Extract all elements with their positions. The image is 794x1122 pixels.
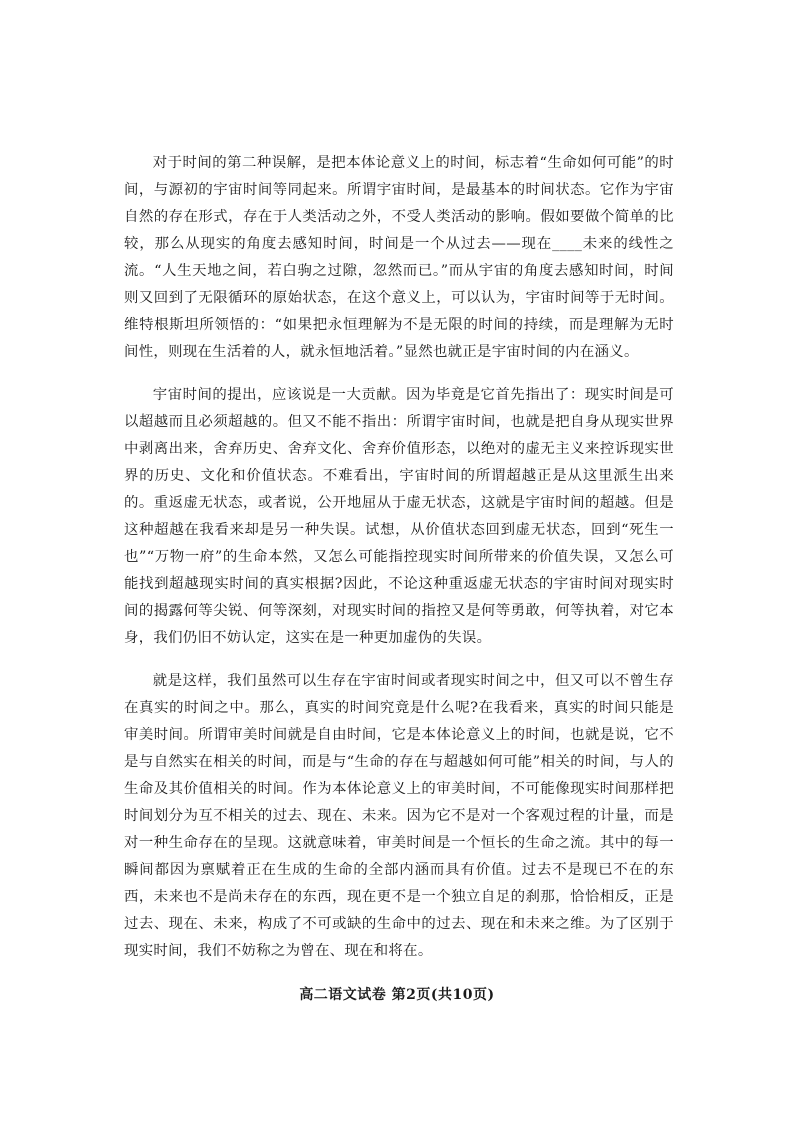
paragraph-2: 宇宙时间的提出，应该说是一大贡献。因为毕竟是它首先指出了：现实时间是可以超越而且必须超越的。但又不能不指出：所谓宇宙时间，也就是把自身从现实世界中剥离出来，舍弃历史、舍弃文化、舍弃价值形态，以绝对的虚无主义来控诉现实世界的历史、文化和价值状态。不难看出，宇宙时间的所谓超越正是从这里派生出来的。重返虚无状态，或者说，公开地屈从于虚无状态，这就是宇宙时间的超越。但是这种超越在我看来却是另一种失误。试想，从价值状态回到虚无状态，回到“死生一也”“万物一府”的生命本然，又怎么可能指控现实时间所带来的价值失误，又怎么可能找到超越现实时间的真实根据?因此，不论这种重返虚无状态的宇宙时间对现实时间的揭露何等尖锐、何等深刻，对现实时间的指控又是何等勇敢，何等执着，对它本身，我们仍旧不妨认定，这实在是一种更加虚伪的失误。 [124,387,674,646]
paragraph-1: 对于时间的第二种误解，是把本体论意义上的时间，标志着“生命如何可能”的时间，与源初的宇宙时间等同起来。所谓宇宙时间，是最基本的时间状态。它作为宇宙自然的存在形式，存在于人类活动之外，不受人类活动的影响。假如要做个简单的比较，那么从现实的角度去感知时间，时间是一个从过去——现在____未来的线性之流。“人生天地之间，若白驹之过隙，忽然而已。”而从宇宙的角度去感知时间，时间则又回到了无限循环的原始状态，在这个意义上，可以认为，宇宙时间等于无时间。维特根斯坦所领悟的：“如果把永恒理解为不是无限的时间的持续，而是理解为无时间性，则现在生活着的人，就永恒地活着。”显然也就正是宇宙时间的内在涵义。 [124,155,674,360]
document-body [124,150,674,981]
page-footer: 高二语文试卷 第2页(共10页) [299,987,495,1003]
paragraph-3: 就是这样，我们虽然可以生存在宇宙时间或者现实时间之中，但又可以不曾生存在真实的时间之中。那么，真实的时间究竟是什么呢?在我看来，真实的时间只能是审美时间。所谓审美时间就是自由时间，它是本体论意义上的时间，也就是说，它不是与自然实在相关的时间，而是与“生命的存在与超越如何可能”相关的时间，与人的生命及其价值相关的时间。作为本体论意义上的审美时间，不可能像现实时间那样把时间划分为互不相关的过去、现在、未来。因为它不是对一个客观过程的计量，而是对一种生命存在的呈现。这就意味着，审美时间是一个恒长的生命之流。其中的每一瞬间都因为禀赋着正在生成的生命的全部内涵而具有价值。过去不是现已不在的东西，未来也不是尚未存在的东西，现在更不是一个独立自足的刹那，恰恰相反，正是过去、现在、未来，构成了不可或缺的生命中的过去、现在和未来之维。为了区别于现实时间，我们不妨称之为曾在、现在和将在。 [124,673,674,959]
